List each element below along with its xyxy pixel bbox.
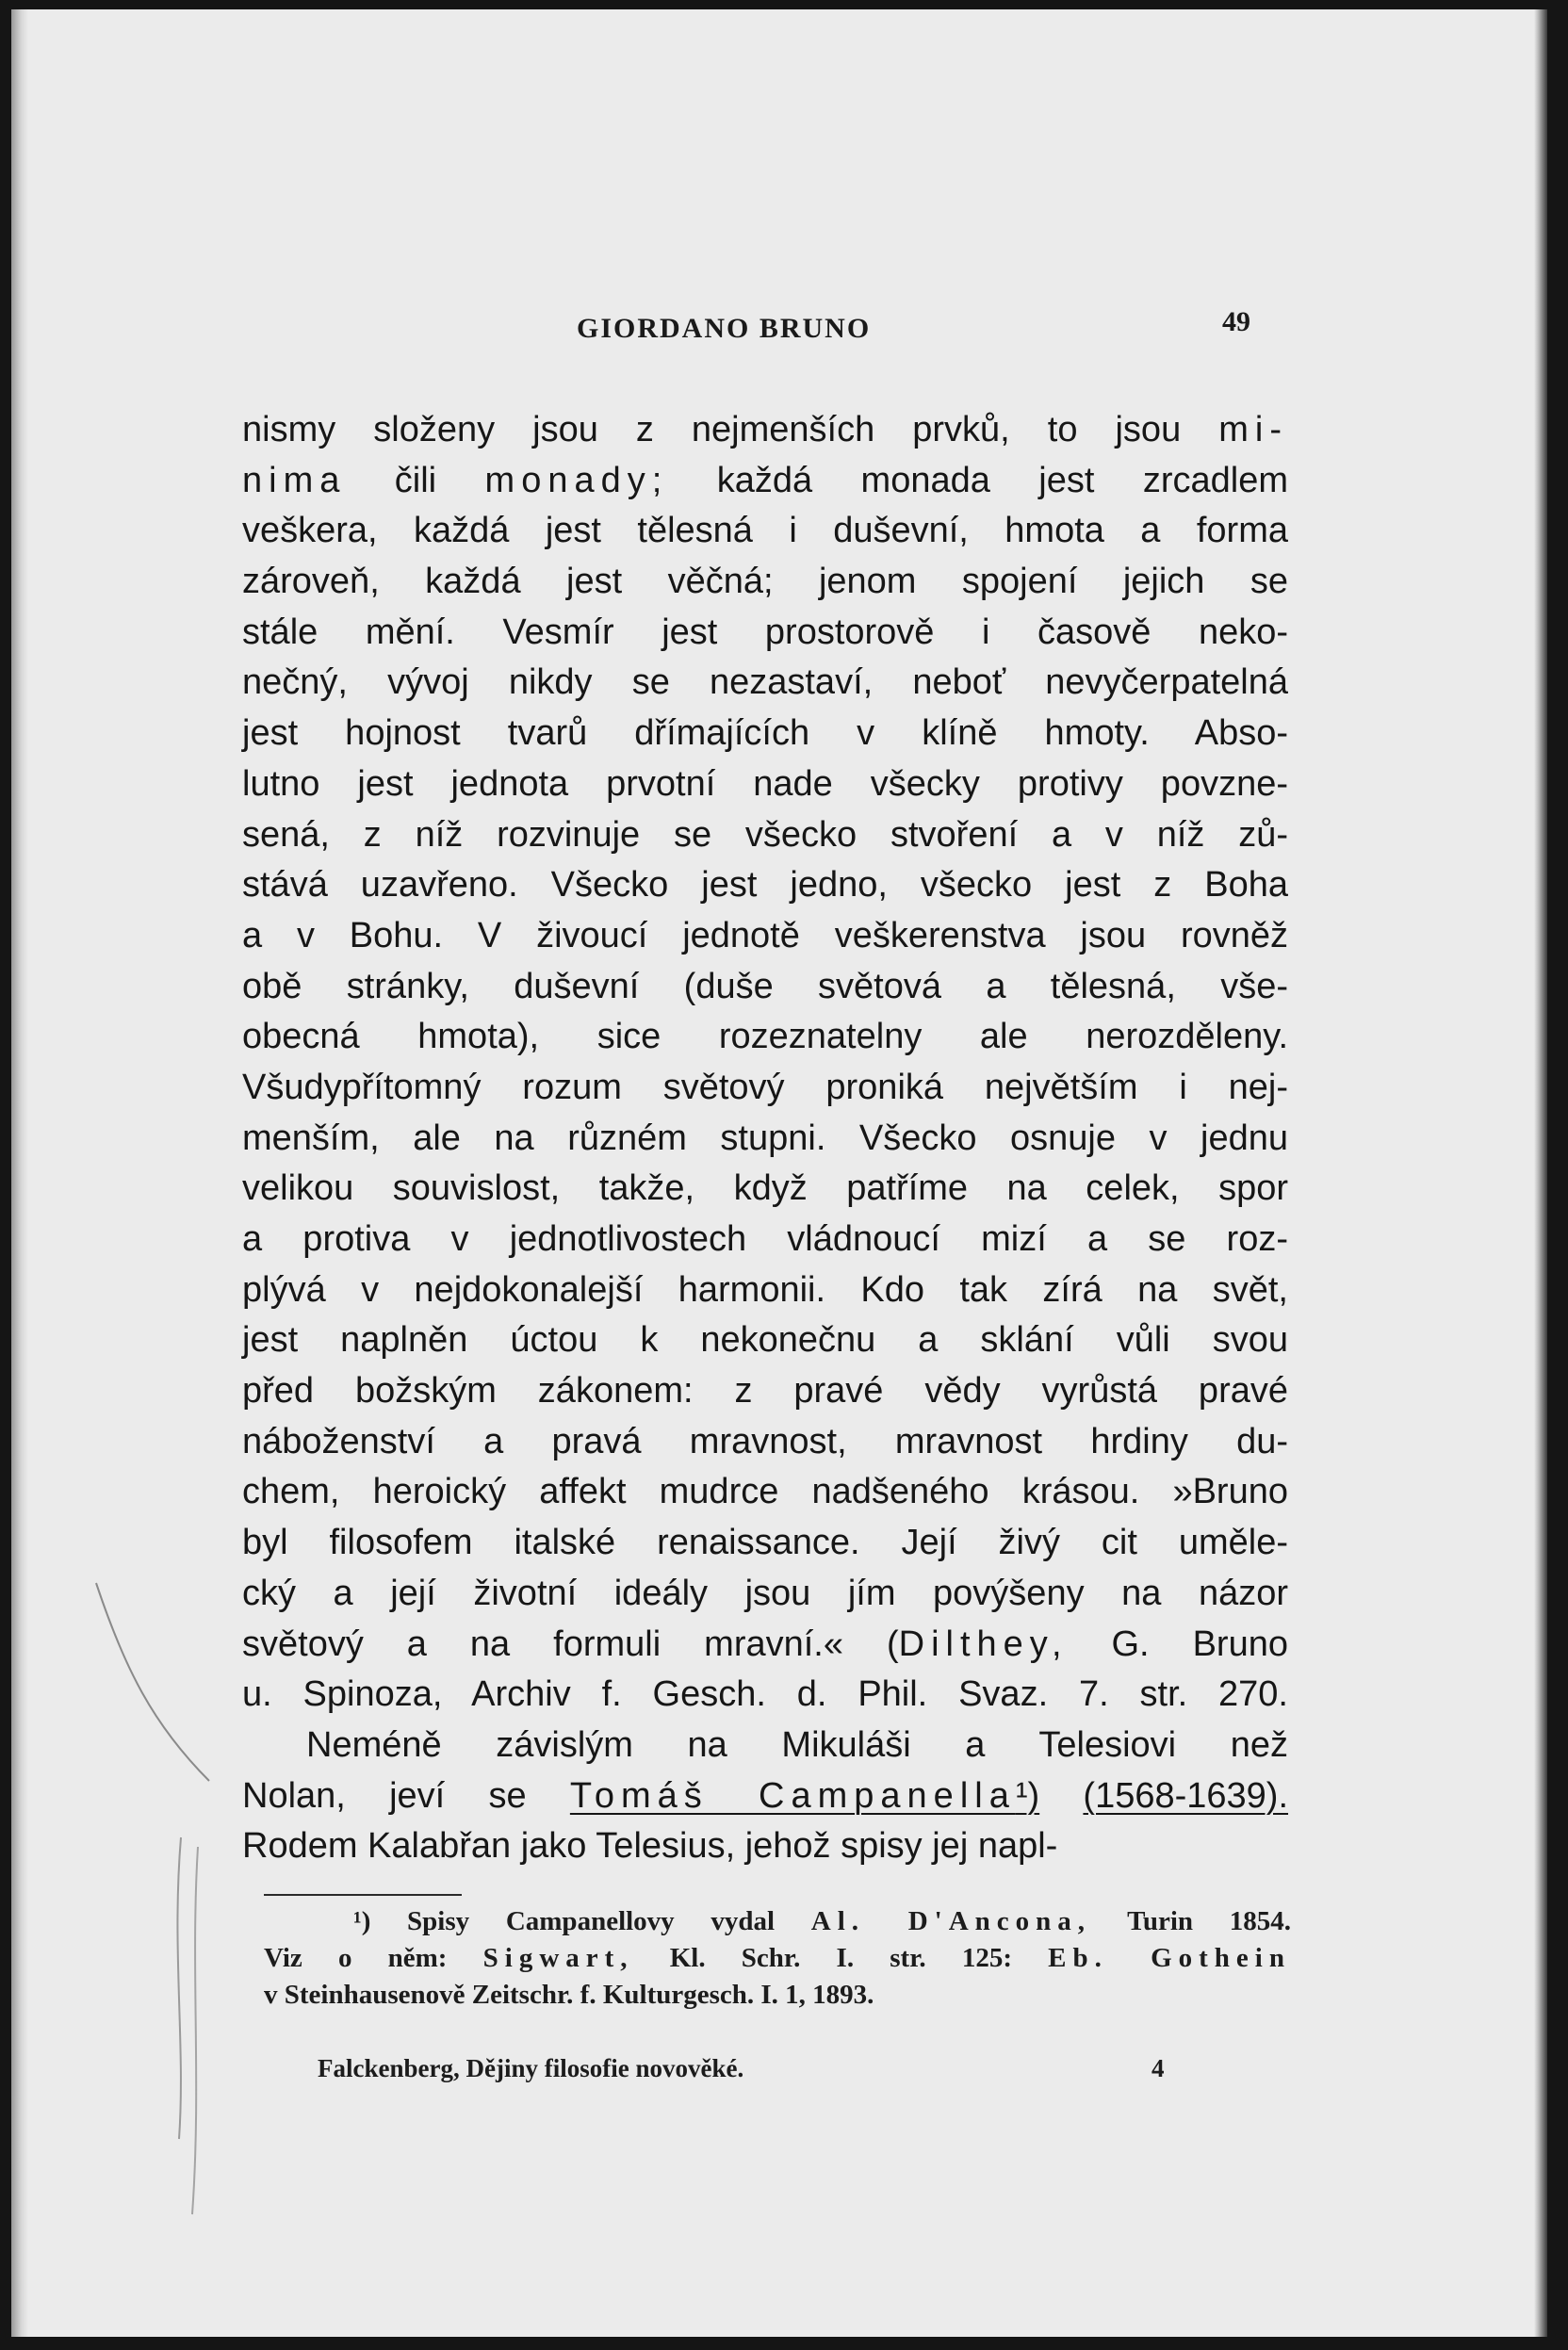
page-number: 49	[1222, 306, 1250, 337]
text-line	[242, 860, 1288, 911]
text-line	[242, 1417, 1288, 1468]
text-line	[242, 1114, 1288, 1165]
text-run: u. Spinoza, Archiv f. Gesch. d. Phil. Svaz. 7. str. 270.	[242, 1674, 1288, 1715]
text-run: mi-	[1218, 410, 1288, 449]
text-line	[242, 608, 1288, 659]
footnote-rule	[264, 1894, 462, 1896]
text-line	[242, 658, 1288, 709]
book-page	[11, 9, 1547, 2337]
text-line	[242, 1467, 1288, 1518]
text-line	[242, 1721, 1288, 1771]
text-run: nima	[242, 460, 347, 500]
pencil-stroke	[177, 1837, 181, 2139]
text-run: v Steinhausenově Zeitschr. f. Kulturgesch. I. 1, 1893.	[264, 1980, 874, 2010]
text-run: plývá v nejdokonalejší harmonii. Kdo tak zírá na svět,	[242, 1269, 1288, 1310]
text-run: Neméně závislým na Mikuláši a Telesiovi než	[306, 1724, 1288, 1765]
text-line	[242, 405, 1288, 456]
text-line	[242, 1315, 1288, 1366]
text-run: lutno jest jednota prvotní nade všecky protivy povzne-	[242, 763, 1288, 804]
text-line	[242, 1012, 1288, 1063]
page-edge-left	[11, 9, 28, 2337]
text-run: Viz o něm:	[264, 1943, 483, 1973]
text-run: jest hojnost tvarů dřímajících v klíně hmoty. Abso-	[242, 713, 1288, 754]
text-run: nismy složeny jsou z nejmenších prvků, to jsou	[242, 410, 1219, 449]
text-run	[1039, 1776, 1083, 1816]
text-line	[242, 1569, 1288, 1620]
footnote-line	[264, 1940, 1291, 1977]
printer-signature	[11, 2054, 1547, 2092]
text-run: čili	[346, 460, 485, 500]
text-run: náboženství a pravá mravnost, mravnost hrdiny du-	[242, 1421, 1288, 1461]
text-run: velikou souvislost, takže, když patříme na celek, spor	[242, 1168, 1288, 1209]
text-run: Turin 1854.	[1091, 1906, 1291, 1936]
text-run: menším, ale na různém stupni. Všecko osnuje v jednu	[242, 1118, 1288, 1158]
body-text	[242, 405, 1288, 1872]
text-run: Dilthey,	[898, 1624, 1069, 1664]
text-run: byl filosofem italské renaissance. Její živý cit uměle-	[242, 1523, 1288, 1563]
text-line	[242, 1821, 1288, 1872]
text-run: a v Bohu. V živoucí jednotě veškerenstva jsou rovněž	[242, 915, 1288, 955]
signature-text: Falckenberg, Dějiny filosofie novověké.	[318, 2054, 744, 2082]
text-run: jest naplněn úctou k nekonečnu a sklání vůli svou	[242, 1320, 1288, 1361]
text-line	[242, 759, 1288, 810]
text-run: cký a její životní ideály jsou jím povýšeny na názor	[242, 1573, 1288, 1613]
text-line	[242, 709, 1288, 759]
text-line	[242, 911, 1288, 962]
text-line	[242, 1620, 1288, 1671]
text-line	[242, 557, 1288, 608]
text-run: (1568-1639).	[1083, 1775, 1289, 1816]
text-run: monady;	[484, 460, 669, 500]
text-line	[242, 810, 1288, 861]
pencil-stroke	[96, 1583, 209, 1781]
text-run: a protiva v jednotlivostech vládnoucí mizí a se roz-	[242, 1219, 1288, 1259]
text-line	[242, 1366, 1288, 1417]
text-run: před božským zákonem: z pravé vědy vyrůstá pravé	[242, 1371, 1288, 1412]
text-line	[242, 1063, 1288, 1114]
margin-pencil-marks	[68, 1555, 219, 2309]
footnote-line	[264, 1977, 1291, 2014]
text-run: stále mění. Vesmír jest prostorově i časově neko-	[242, 612, 1288, 652]
footnotes	[264, 1903, 1291, 2014]
page-edge-right	[1534, 9, 1547, 2337]
text-run: chem, heroický affekt mudrce nadšeného krásou. »Bruno	[242, 1472, 1288, 1512]
text-line	[242, 456, 1288, 507]
text-run: každá monada jest zrcadlem	[668, 460, 1288, 500]
text-run: zároveň, každá jest věčná; jenom spojení jejich se	[242, 562, 1288, 602]
text-line	[242, 1215, 1288, 1265]
text-run: Nolan, jeví se	[242, 1775, 570, 1816]
running-head	[11, 302, 1547, 349]
text-run: sená, z níž rozvinuje se všecko stvoření a v níž zů-	[242, 814, 1288, 855]
text-run: světový a na formuli mravní.« (	[242, 1624, 899, 1664]
text-run: Rodem Kalabřan jako Telesius, jehož spisy jej napl-	[242, 1826, 1058, 1867]
text-run: obě stránky, duševní (duše světová a tělesná, vše-	[242, 966, 1288, 1006]
text-run: Tomáš Campanella	[569, 1775, 1016, 1816]
text-line	[242, 1265, 1288, 1316]
text-line	[242, 962, 1288, 1013]
text-run: Kl. Schr. I. str. 125:	[633, 1943, 1049, 1973]
text-run: obecná hmota), sice rozeznatelny ale nerozděleny.	[242, 1017, 1288, 1057]
text-line	[242, 1670, 1288, 1721]
footnote-line	[264, 1903, 1291, 1940]
text-run: Všudypřítomný rozum světový proniká největším i nej-	[242, 1067, 1288, 1107]
text-run: ¹)	[1015, 1775, 1040, 1816]
text-line	[242, 1518, 1288, 1569]
sheet-number: 4	[1152, 2054, 1165, 2082]
text-run: stává uzavřeno. Všecko jest jedno, všecko jest z Boha	[242, 865, 1288, 906]
text-run: veškera, každá jest tělesná i duševní, hmota a forma	[242, 511, 1288, 551]
text-line	[242, 1771, 1288, 1822]
text-run: ¹) Spisy Campanellovy vydal	[353, 1906, 811, 1936]
text-run: Sigwart,	[482, 1943, 634, 1973]
text-run: nečný, vývoj nikdy se nezastaví, neboť nevyčerpatelná	[242, 662, 1288, 703]
text-run: Eb. Gothein	[1048, 1943, 1291, 1973]
running-title: GIORDANO BRUNO	[577, 313, 872, 344]
text-line	[242, 1164, 1288, 1215]
pencil-stroke	[192, 1847, 198, 2214]
text-run: Al. D'Ancona,	[810, 1906, 1092, 1936]
text-run: G. Bruno	[1068, 1624, 1288, 1664]
text-line	[242, 506, 1288, 557]
